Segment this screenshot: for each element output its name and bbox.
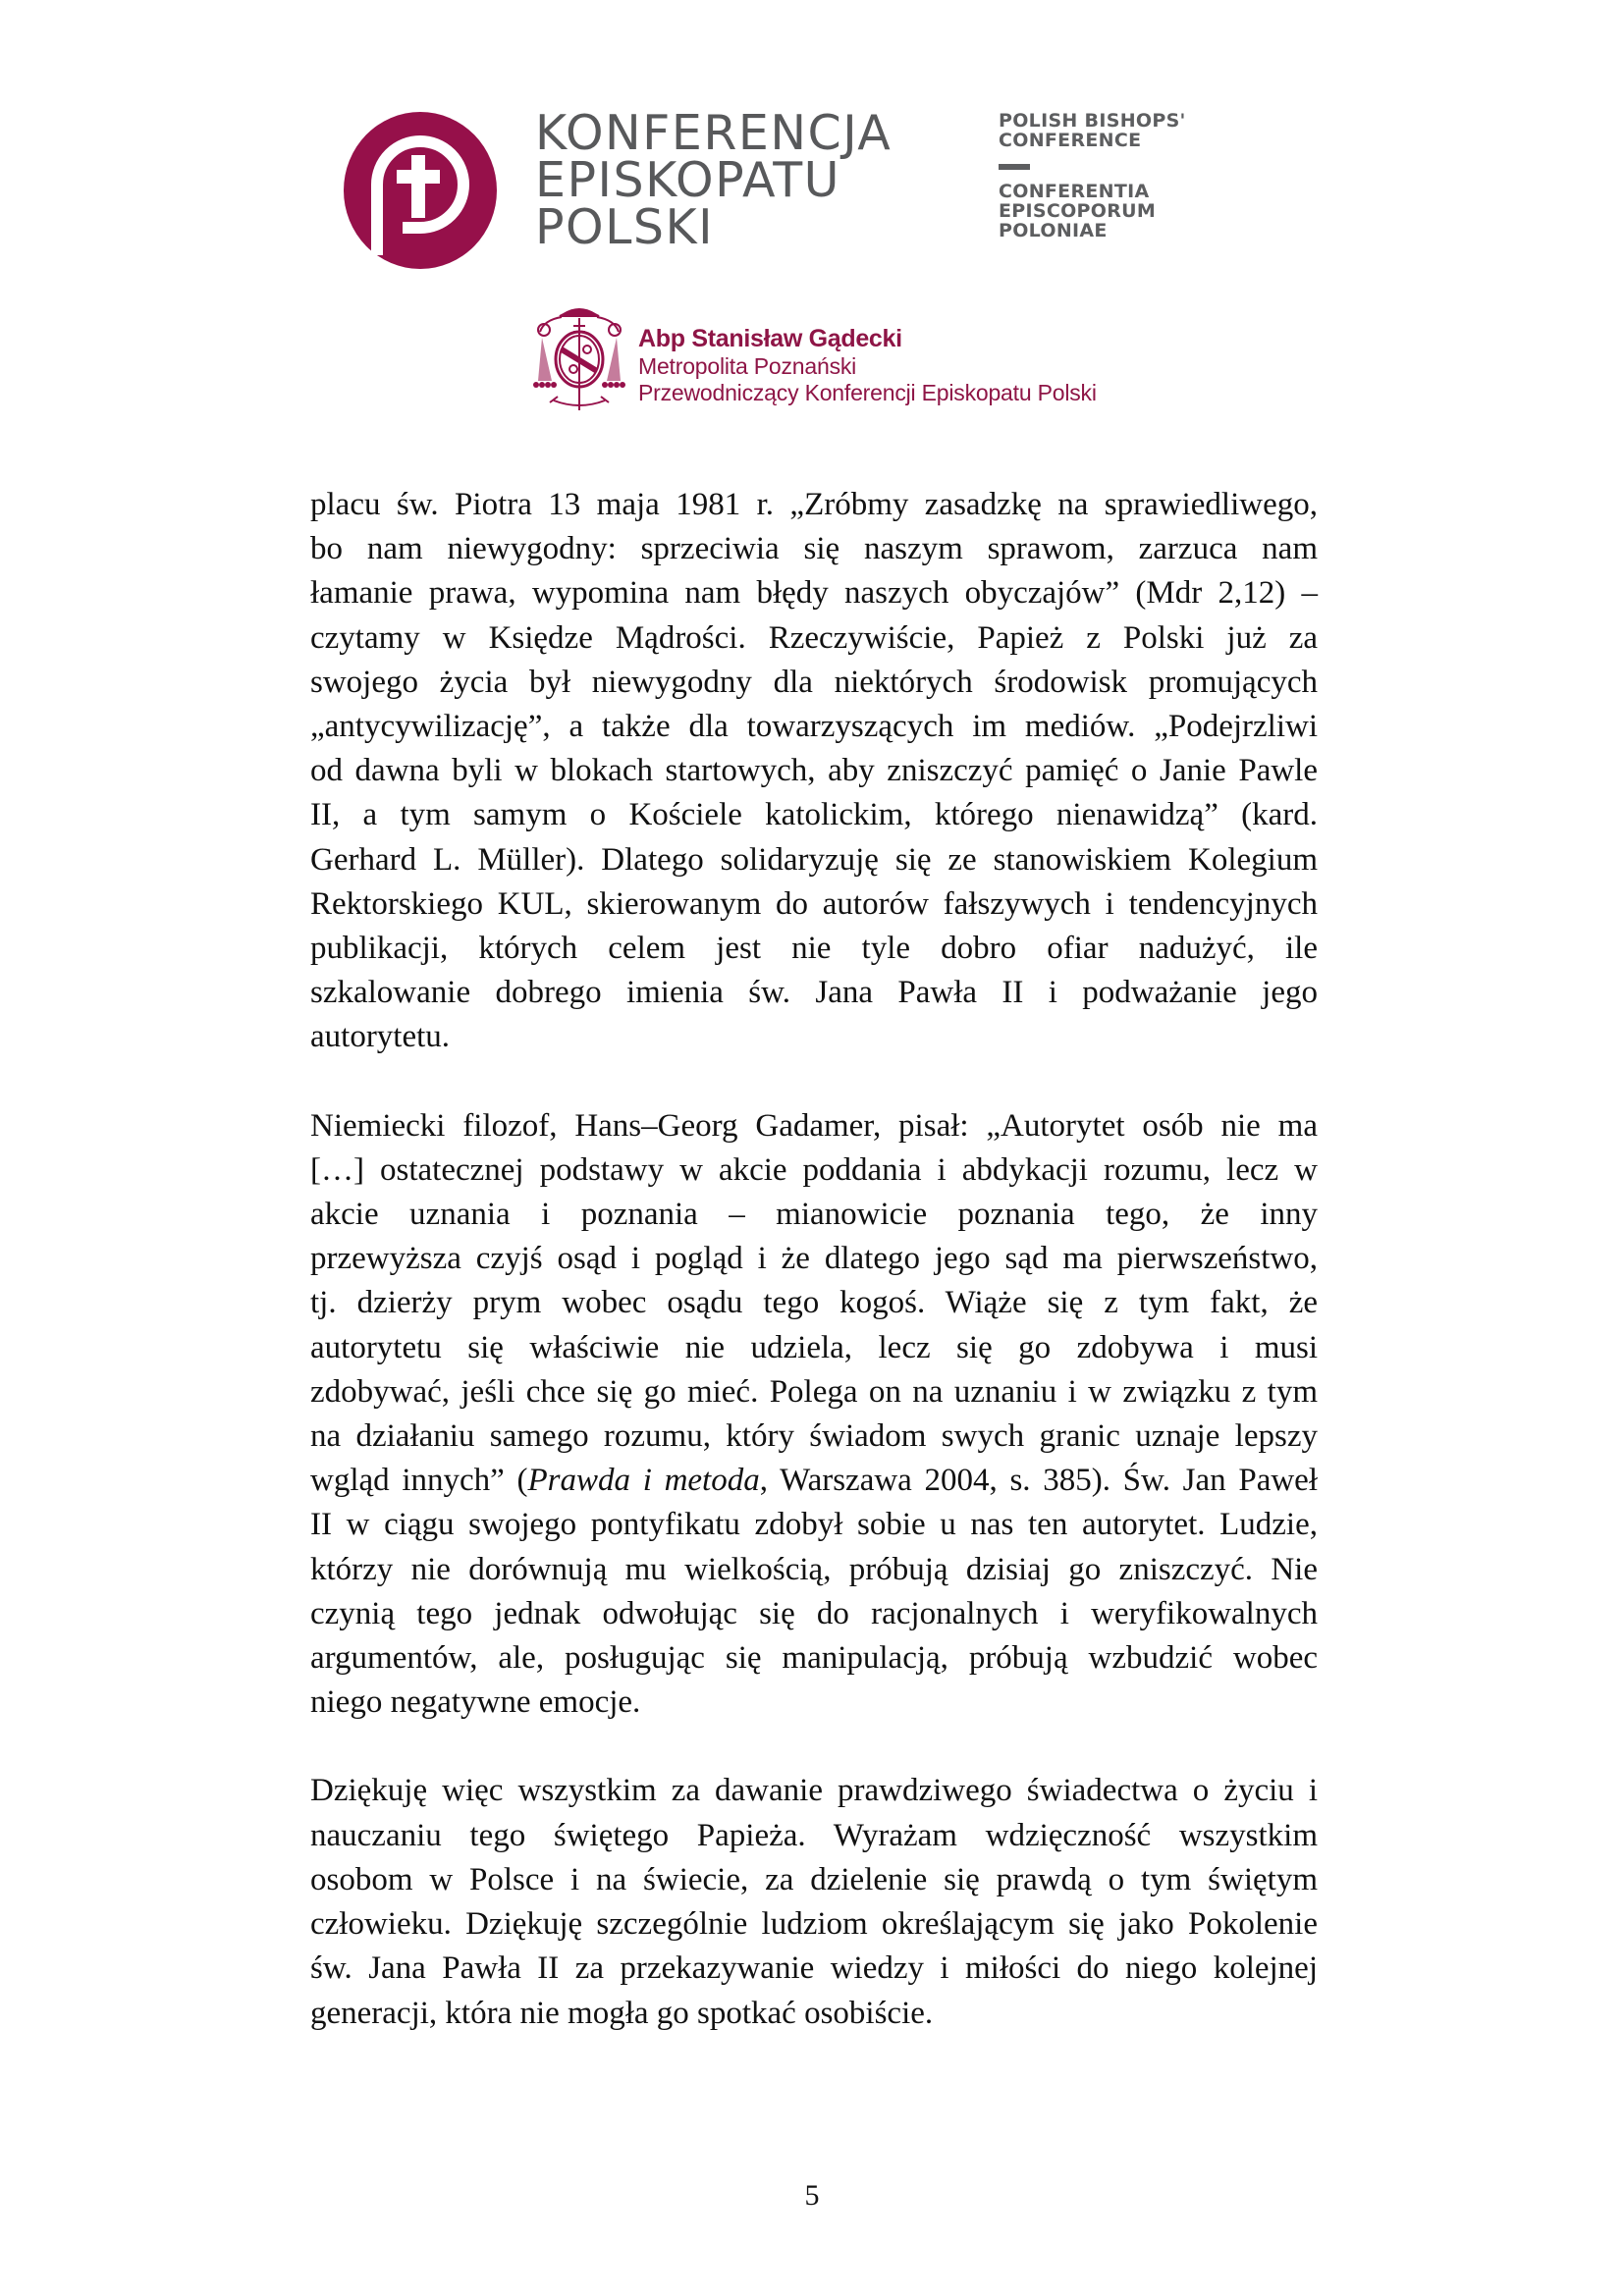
coat-of-arms-icon [528,302,630,418]
citation-before: wgląd innych” ( [310,1463,528,1499]
text-line: czytamy w Księdze Mądrości. Rzeczywiście, Papież z Polski już za [310,619,1318,656]
paragraph-2 [310,1104,1318,1726]
text-line: Rektorskiego KUL, skierowanym do autorów fałszywych i tendencyjnych [310,885,1318,922]
text-line: II w ciągu swojego pontyfikatu zdobył sobie u nas ten autorytet. Ludzie, [310,1507,1318,1543]
paragraph-1 [310,483,1318,1060]
text-line: łamanie prawa, wypomina nam błędy naszych obyczajów” (Mdr 2,12) – [310,575,1318,612]
text-line: nauczaniu tego świętego Papieża. Wyrażam wdzięczność wszystkim [310,1817,1318,1853]
text-line: człowieku. Dziękuję szczególnie ludziom określającym się jako Pokolenie [310,1906,1318,1943]
text-line: bo nam niewygodny: sprzeciwia się naszym sprawom, zarzuca nam [310,531,1318,567]
page-number: 5 [804,2179,820,2212]
text-line: Dziękuję więc wszystkim za dawanie prawdziwego świadectwa o życiu i [310,1773,1318,1809]
text-line: zdobywać, jeśli chce się go mieć. Polega on na uznaniu i w związku z tym [310,1373,1318,1410]
subtitle-divider [999,164,1030,170]
text-line: placu św. Piotra 13 maja 1981 r. „Zróbmy zasadzkę na sprawiedliwego, [310,487,1318,522]
citation-after: , Warszawa 2004, s. 385). Św. Jan Paweł [759,1463,1318,1499]
text-line: osobom w Polsce i na świecie, za dzielenie się prawdą o tym świętym [310,1861,1318,1897]
kep-logo-icon [338,108,503,273]
kep-logo-title [535,105,893,255]
text-line: przewyższa czyjś osąd i pogląd i że dlatego jego sąd ma pierwszeństwo, [310,1241,1318,1277]
text-line: „antycywilizację”, a także dla towarzyszących im mediów. „Podejrzliwi [310,709,1318,745]
body-text [310,483,1318,2080]
author-title-2: Przewodniczący Konferencji Episkopatu Polski [638,380,1097,405]
author-title-1: Metropolita Poznański [638,353,857,379]
subtitle-la-line-1: CONFERENTIA [999,181,1150,202]
text-line: niego negatywne emocje. [310,1684,641,1721]
text-line: publikacji, których celem jest nie tyle dobro ofiar nadużyć, ile [310,931,1318,967]
citation-book-title: Prawda i metoda [527,1463,760,1499]
text-line: […] ostatecznej podstawy w akcie poddania i abdykacji rozumu, lecz w [310,1151,1318,1188]
text-line: akcie uznania i poznania – mianowicie poznania tego, że inny [310,1197,1318,1233]
subtitle-la-line-2: EPISCOPORUM [999,200,1157,222]
text-line: św. Jana Pawła II za przekazywanie wiedzy i miłości do niego kolejnej [310,1950,1318,1987]
logo-title-line-3: POLSKI [535,199,715,255]
text-line: generacji, która nie mogła go spotkać osobiście. [310,1995,934,2031]
text-line: od dawna byli w blokach startowych, aby zniszczyć pamięć o Janie Pawle [310,753,1318,789]
logo-title-line-2: EPISKOPATU [535,152,841,208]
paragraph-3 [310,1769,1318,2035]
text-line: autorytetu. [310,1019,451,1055]
text-line: Gerhard L. Müller). Dlatego solidaryzuję się ze stanowiskiem Kolegium [310,841,1318,878]
text-line: czynią tego jednak odwołując się do racjonalnych i weryfikowalnych [310,1595,1318,1631]
text-line: Niemiecki filozof, Hans–Georg Gadamer, pisał: „Autorytet osób nie ma [310,1107,1318,1144]
citation-line [310,1459,1318,1503]
text-line: autorytetu się właściwie nie udziela, lecz się go zdobywa i musi [310,1329,1318,1365]
text-line: na działaniu samego rozumu, który świadom swych granic uznaje lepszy [310,1418,1318,1455]
text-line: argumentów, ale, posługując się manipulacją, próbują wzbudzić wobec [310,1640,1318,1677]
text-line: tj. dzierży prym wobec osądu tego kogoś. Wiąże się z tym fakt, że [310,1285,1318,1321]
author-name: Abp Stanisław Gądecki [638,325,902,352]
subtitle-en-line-1: POLISH BISHOPS' [999,110,1186,132]
subtitle-en-line-2: CONFERENCE [999,130,1142,151]
logo-title-line-1: KONFERENCJA [535,105,893,161]
text-line: którzy nie dorównują mu wielkością, próbują dzisiaj go zniszczyć. Nie [310,1551,1318,1587]
text-line: swojego życia był niewygodny dla niektórych środowisk promujących [310,664,1318,700]
text-line: szkalowanie dobrego imienia św. Jana Pawła II i podważanie jego [310,975,1318,1011]
text-line: II, a tym samym o Kościele katolickim, którego nienawidzą” (kard. [310,797,1318,833]
author-block [638,324,1097,406]
kep-subtitle [999,111,1186,240]
subtitle-la-line-3: POLONIAE [999,220,1108,241]
